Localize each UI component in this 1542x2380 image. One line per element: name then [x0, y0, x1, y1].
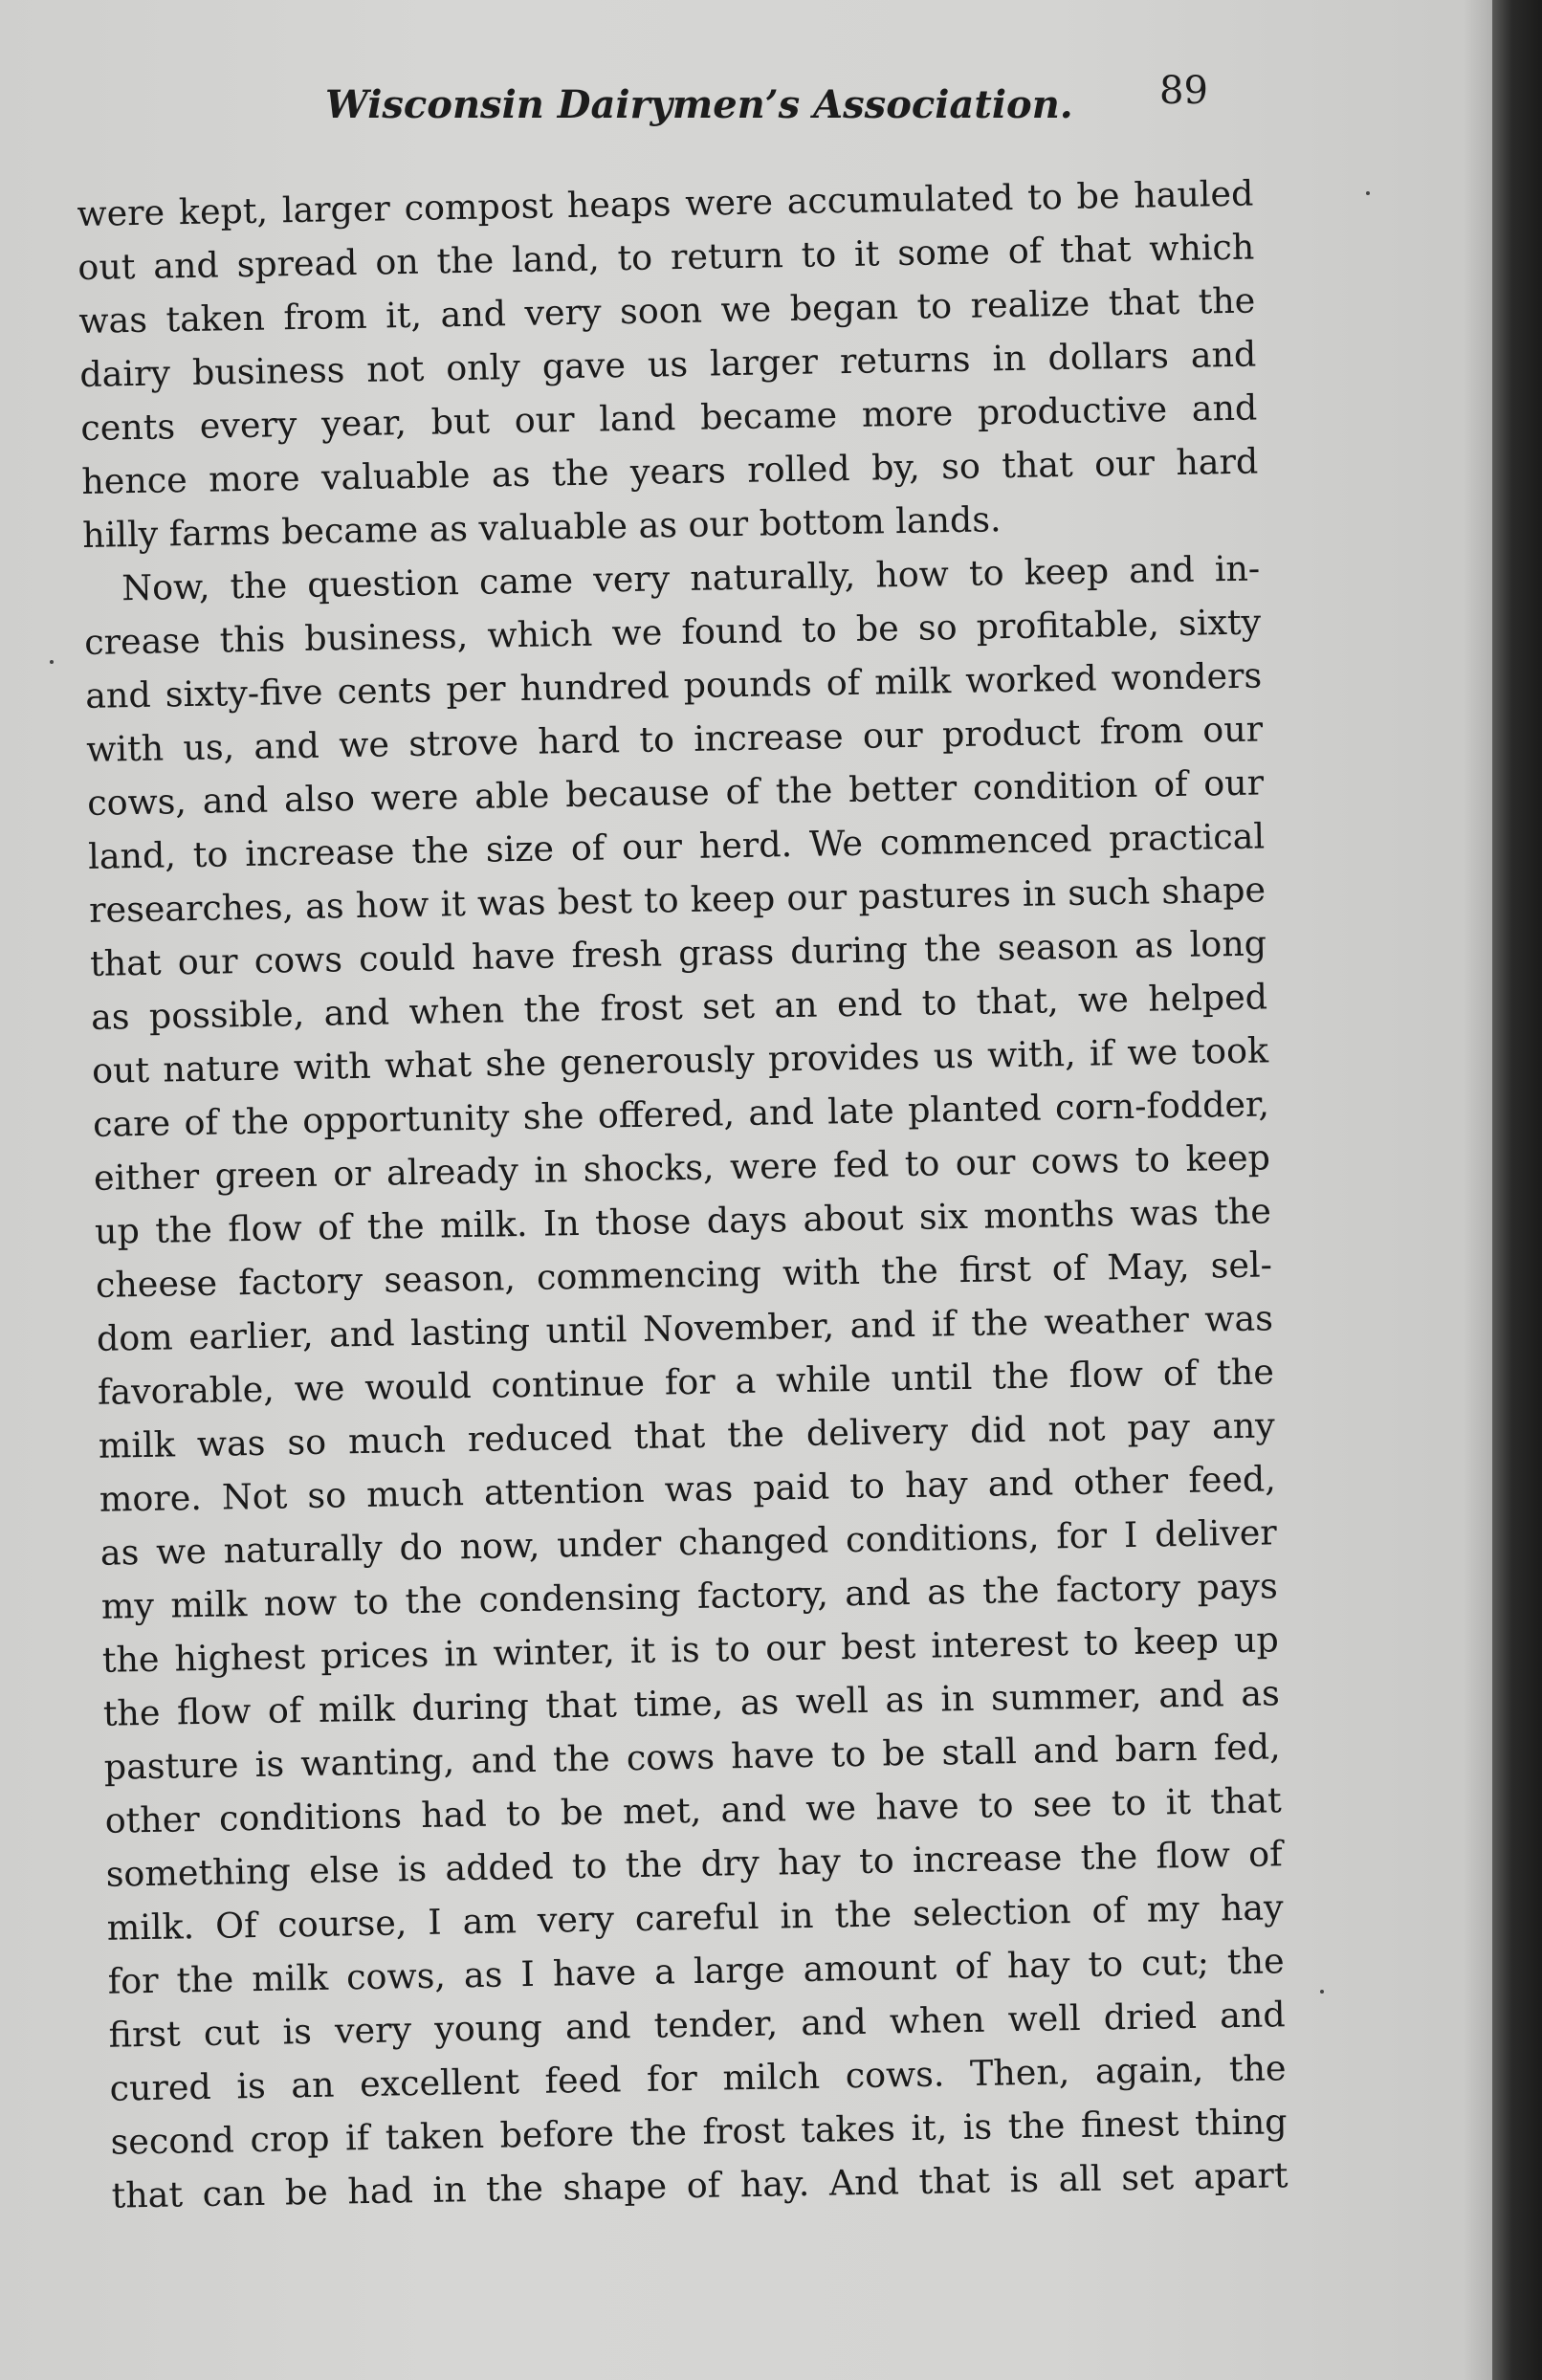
text-line: out and spread on the land, to return to it some of that which	[77, 226, 1255, 288]
text-line: dairy business not only gave us larger returns in dollars and	[79, 333, 1257, 395]
paragraph-1	[77, 167, 1260, 562]
text-line: for the milk cows, as I have a large amount of hay to cut; the	[107, 1940, 1285, 2002]
spine-shadow	[1464, 0, 1492, 2380]
running-header	[0, 69, 1492, 136]
text-line: my milk now to the condensing factory, and as the factory pays	[100, 1565, 1279, 1627]
text-line: something else is added to the dry hay to increase the flow of	[105, 1833, 1283, 1895]
paper-speck	[50, 660, 54, 664]
text-line: out nature with what she generously provides us with, if we took	[91, 1029, 1269, 1091]
text-line: cured is an excellent feed for milch cows. Then, again, the	[109, 2047, 1287, 2109]
text-line: and sixty-five cents per hundred pounds of milk worked wonders	[84, 654, 1263, 716]
text-line: second crop if taken before the frost takes it, is the finest thing	[110, 2101, 1288, 2163]
text-line: cents every year, but our land became more productive and	[80, 386, 1258, 449]
text-line: other conditions had to be met, and we have to see to it that	[104, 1779, 1282, 1841]
text-line: pasture is wanting, and the cows have to be stall and barn fed,	[103, 1726, 1282, 1788]
text-line: cheese factory season, commencing with the first of May, sel-	[95, 1244, 1273, 1306]
text-line: that our cows could have fresh grass during the season as long	[89, 922, 1267, 984]
text-line: was taken from it, and very soon we began to realize that the	[78, 279, 1256, 342]
text-line: hence more valuable as the years rolled by, so that our hard	[80, 440, 1259, 502]
text-line: Now, the question came very naturally, how to keep and in-	[121, 547, 1261, 609]
text-line: the flow of milk during that time, as well as in summer, and as	[102, 1672, 1281, 1734]
body-text	[77, 167, 1289, 2223]
text-line: crease this business, which we found to be so profitable, sixty	[83, 601, 1262, 663]
text-line: cows, and also were able because of the better condition of our	[86, 761, 1265, 824]
paragraph-2	[83, 541, 1289, 2222]
paper-speck	[1320, 1990, 1324, 1994]
page-number: 89	[1159, 69, 1208, 113]
running-header-title: Wisconsin Dairymen’s Association.	[325, 82, 1073, 127]
text-line: hilly farms became as valuable as our bottom lands.	[81, 498, 1002, 556]
text-line: more. Not so much attention was paid to hay and other feed,	[99, 1458, 1277, 1520]
text-line: were kept, larger compost heaps were accumulated to be hauled	[77, 172, 1254, 234]
text-line: up the flow of the milk. In those days about six months was the	[94, 1190, 1272, 1252]
text-line: first cut is very young and tender, and when well dried and	[108, 1994, 1286, 2056]
text-line: as possible, and when the frost set an end to that, we helped	[90, 976, 1268, 1038]
text-line: with us, and we strove hard to increase our product from our	[85, 708, 1264, 770]
text-line: either green or already in shocks, were fed to our cows to keep	[93, 1136, 1271, 1199]
text-line: as we naturally do now, under changed conditions, for I deliver	[99, 1511, 1278, 1574]
text-line: care of the opportunity she offered, and late planted corn-fodder,	[92, 1083, 1270, 1145]
text-line: land, to increase the size of our herd. We commenced practical	[87, 815, 1266, 877]
book-binding-edge	[1492, 0, 1542, 2380]
text-line: milk was so much reduced that the delivery did not pay any	[98, 1404, 1276, 1466]
text-line: that can be had in the shape of hay. And that is all set apart	[111, 2154, 1289, 2216]
text-line: researches, as how it was best to keep our pastures in such shape	[88, 869, 1267, 931]
text-line: favorable, we would continue for a while until the flow of the	[97, 1351, 1275, 1413]
text-line: milk. Of course, I am very careful in the selection of my hay	[106, 1886, 1284, 1949]
paper-speck	[1366, 191, 1370, 195]
text-line: dom earlier, and lasting until November, and if the weather was	[96, 1297, 1274, 1359]
text-line: the highest prices in winter, it is to our best interest to keep up	[101, 1619, 1280, 1681]
